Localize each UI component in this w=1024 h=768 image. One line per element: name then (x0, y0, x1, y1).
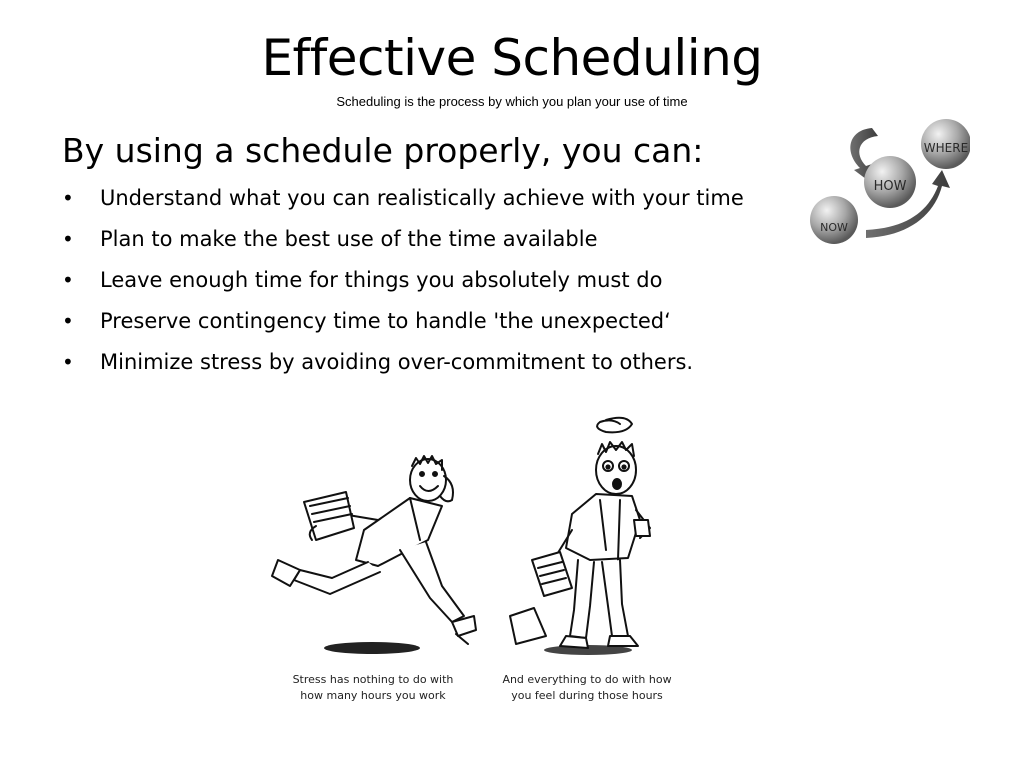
list-item (62, 260, 744, 301)
list-item (62, 301, 744, 342)
stress-cartoon-illustration (260, 410, 700, 710)
caption-line: And everything to do with how (502, 673, 672, 686)
bullet-icon: • (62, 350, 74, 374)
lead-text: By using a schedule properly, you can: (62, 131, 704, 170)
bullet-text: Understand what you can realistically achieve with your time (100, 186, 744, 210)
now-sphere-icon (810, 196, 858, 244)
bullet-text: Preserve contingency time to handle 'the unexpected‘ (100, 309, 671, 333)
planning-cycle-diagram (808, 116, 970, 246)
list-item (62, 342, 744, 383)
list-item (62, 219, 744, 260)
how-label: HOW (873, 179, 907, 194)
caption-right (484, 672, 690, 704)
list-item (62, 178, 744, 219)
slide-subtitle: Scheduling is the process by which you plan your use of time (336, 94, 688, 109)
caption-line: how many hours you work (300, 689, 446, 702)
bullet-text: Leave enough time for things you absolutely must do (100, 268, 663, 292)
bullet-text: Plan to make the best use of the time available (100, 227, 598, 251)
caption-left (278, 672, 468, 704)
bullet-icon: • (62, 227, 74, 251)
slide-title: Effective Scheduling (261, 29, 763, 87)
caption-line: Stress has nothing to do with (292, 673, 454, 686)
shadow-icon (324, 642, 420, 654)
bullet-icon: • (62, 309, 74, 333)
running-man-icon (272, 456, 476, 644)
bullet-text: Minimize stress by avoiding over-commitment to others. (100, 350, 694, 374)
where-label: WHERE (923, 141, 969, 155)
bullet-icon: • (62, 186, 74, 210)
now-label: NOW (820, 221, 848, 234)
bullet-icon: • (62, 268, 74, 292)
bullet-list (62, 178, 744, 383)
caption-line: you feel during those hours (511, 689, 663, 702)
stressed-man-icon (510, 418, 650, 648)
